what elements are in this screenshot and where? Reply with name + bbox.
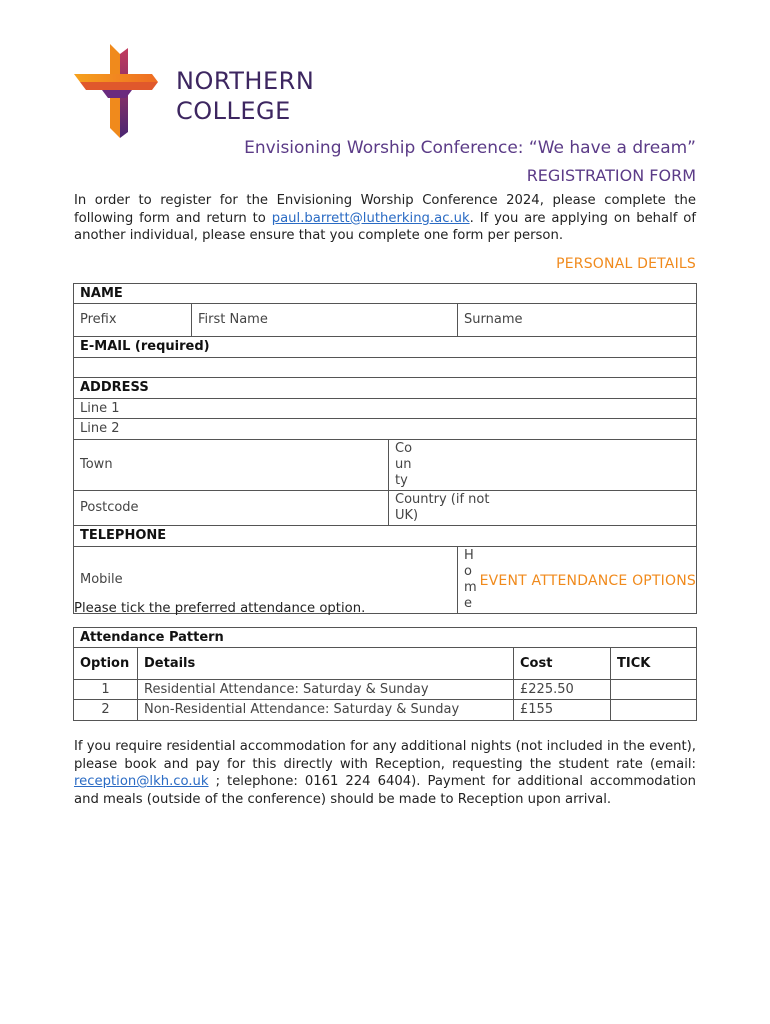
column-header-details: Details [138, 648, 514, 680]
mobile-field[interactable]: Mobile [74, 547, 458, 614]
attendance-instruction: Please tick the preferred attendance option. [74, 601, 366, 616]
option-details: Residential Attendance: Saturday & Sunday [138, 680, 514, 700]
telephone-section-label: TELEPHONE [74, 526, 697, 547]
county-field[interactable]: County [389, 440, 697, 491]
address-line2-field[interactable]: Line 2 [74, 419, 697, 440]
option-number: 1 [74, 680, 138, 700]
cross-logo-icon [72, 44, 168, 140]
form-title: REGISTRATION FORM [526, 166, 696, 185]
surname-field[interactable]: Surname [458, 304, 697, 337]
first-name-field[interactable]: First Name [192, 304, 458, 337]
name-section-label: NAME [74, 284, 697, 304]
table-row [74, 680, 697, 700]
email-input-field[interactable] [74, 358, 697, 378]
postcode-field[interactable]: Postcode [74, 491, 389, 526]
attendance-table-title: Attendance Pattern [74, 628, 697, 648]
intro-text-start: In order to register for the Envisioning Worship Conference 2024, please complete the following form and return to [74, 193, 696, 226]
tick-box[interactable] [611, 680, 697, 700]
conference-title: Envisioning Worship Conference: “We have a dream” [244, 138, 696, 158]
table-row [74, 700, 697, 721]
intro-text-end: . If you are applying on behalf of another individual, please ensure that you complete one form per person. [74, 210, 696, 243]
accommodation-text-start: If you require residential accommodation for any additional nights (not included in the event), please book and pay for this directly with Reception, requesting the student rate (email: [74, 739, 696, 772]
option-cost: £155 [514, 700, 611, 721]
town-field[interactable]: Town [74, 440, 389, 491]
accommodation-text-end: ; telephone: 0161 224 6404). Payment for additional accommodation and meals (outside of the conference) should be made to Reception upon arrival. [74, 774, 696, 807]
accommodation-paragraph [74, 738, 696, 808]
reception-email-link[interactable]: reception@lkh.co.uk [74, 774, 209, 789]
home-phone-field[interactable]: Home [458, 547, 697, 614]
country-field[interactable]: Country (if not UK) [389, 491, 697, 526]
address-line1-field[interactable]: Line 1 [74, 399, 697, 419]
personal-details-table [73, 283, 697, 614]
prefix-field[interactable]: Prefix [74, 304, 192, 337]
college-logo [72, 44, 332, 140]
intro-paragraph [74, 192, 696, 245]
address-section-label: ADDRESS [74, 378, 697, 399]
option-number: 2 [74, 700, 138, 721]
column-header-cost: Cost [514, 648, 611, 680]
contact-email-link[interactable]: paul.barrett@lutherking.ac.uk [271, 210, 470, 226]
attendance-options-heading: EVENT ATTENDANCE OPTIONS [479, 573, 696, 589]
logo-line-college: COLLEGE [176, 97, 291, 125]
option-cost: £225.50 [514, 680, 611, 700]
column-header-option: Option [74, 648, 138, 680]
logo-line-northern: NORTHERN [176, 67, 315, 95]
email-section-label: E-MAIL (required) [74, 337, 697, 358]
attendance-table [73, 627, 697, 721]
personal-details-heading: PERSONAL DETAILS [556, 256, 696, 272]
option-details: Non-Residential Attendance: Saturday & Sunday [138, 700, 514, 721]
tick-box[interactable] [611, 700, 697, 721]
column-header-tick: TICK [611, 648, 697, 680]
